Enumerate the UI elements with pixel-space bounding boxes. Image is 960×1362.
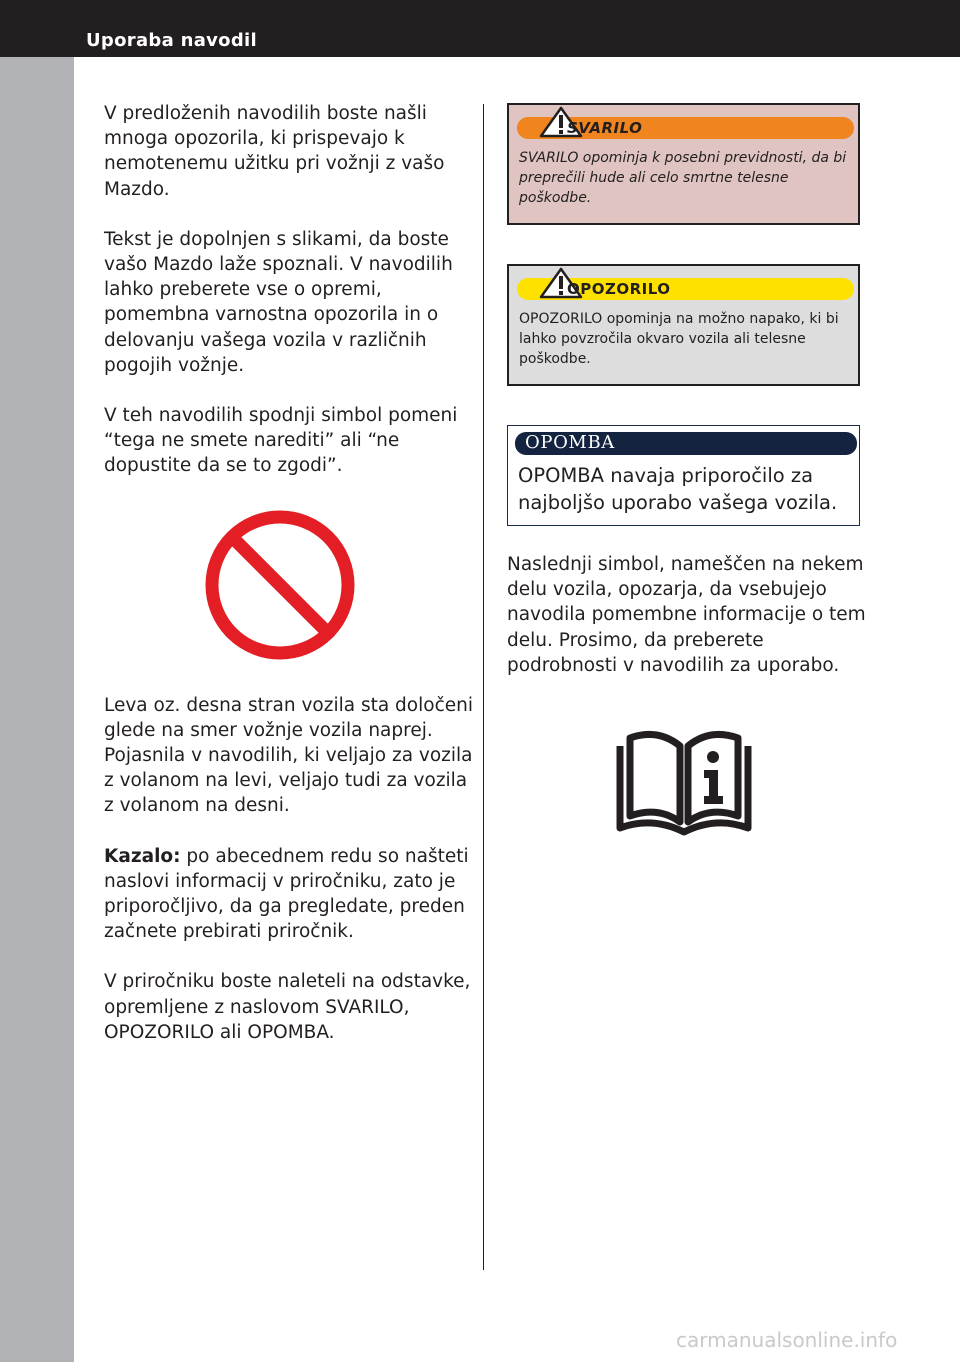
headings-paragraph: V priročniku boste naleteli na odstavke, opremljene z naslovom SVARILO, OPOZORILO ali OPOMBA.	[104, 971, 471, 1043]
opomba-label: OPOMBA	[525, 432, 615, 453]
images-paragraph: Tekst je dopolnjen s slikami, da boste vašo Mazdo laže spoznali. V navodilih lahko preberete vse o opremi, pomembna varnostna opozorila in o delovanju vašega vozila v različnih pogojih vožnje.	[104, 228, 453, 376]
opozorilo-text: OPOZORILO opominja na možno napako, ki bi lahko povzročila okvaro vozila ali telesne poškodbe.	[519, 311, 839, 367]
svarilo-text: SVARILO opominja k posebni previdnosti, da bi preprečili hude ali celo smrtne telesne poškodbe.	[519, 150, 847, 206]
prohibition-icon	[204, 509, 356, 661]
opozorilo-label: OPOZORILO	[567, 280, 671, 298]
opomba-text: OPOMBA navaja priporočilo za najboljšo uporabo vašega vozila.	[518, 464, 838, 514]
symbol-paragraph: V teh navodilih spodnji simbol pomeni “tega ne smete narediti” ali “ne dopustite da se to zgodi”.	[104, 405, 458, 477]
watermark: carmanualsonline.info	[676, 1328, 898, 1352]
manual-info-icon	[612, 724, 756, 840]
sides-paragraph: Leva oz. desna stran vozila sta določeni glede na smer vožnje vozila naprej. Pojasnila v navodilih, ki veljajo za vozila z volanom na levi, veljajo tudi za vozila z volanom na desni.	[104, 694, 473, 817]
symbol-info-paragraph: Naslednji simbol, nameščen na nekem delu vozila, opozarja, da vsebujejo navodila pomembne informacije o tem delu. Prosimo, da preberete podrobnosti v navodilih za uporabo.	[507, 554, 866, 676]
kazalo-paragraph	[104, 844, 474, 945]
left-column	[104, 101, 474, 1070]
intro-paragraph: V predloženih navodilih boste našli mnoga opozorila, ki prispevajo k nemotenemu užitku pri vožnji z vašo Mazdo.	[104, 103, 445, 200]
header-bar	[0, 0, 960, 57]
header-title: Uporaba navodil	[86, 30, 257, 51]
svarilo-box	[507, 103, 860, 225]
kazalo-label: Kazalo:	[104, 845, 181, 867]
svarilo-heading-bar	[517, 117, 854, 139]
opozorilo-heading-bar	[517, 278, 854, 300]
column-divider	[483, 104, 484, 1270]
svarilo-label: SVARILO	[567, 119, 643, 137]
opomba-box	[507, 425, 860, 526]
kazalo-text: po abecednem redu so našteti naslovi informacij v priročniku, zato je priporočljivo, da ga pregledate, preden začnete prebirati priročnik.	[104, 845, 469, 943]
opozorilo-box	[507, 264, 860, 386]
opomba-heading-bar	[515, 432, 857, 455]
left-margin-strip	[0, 57, 74, 1362]
